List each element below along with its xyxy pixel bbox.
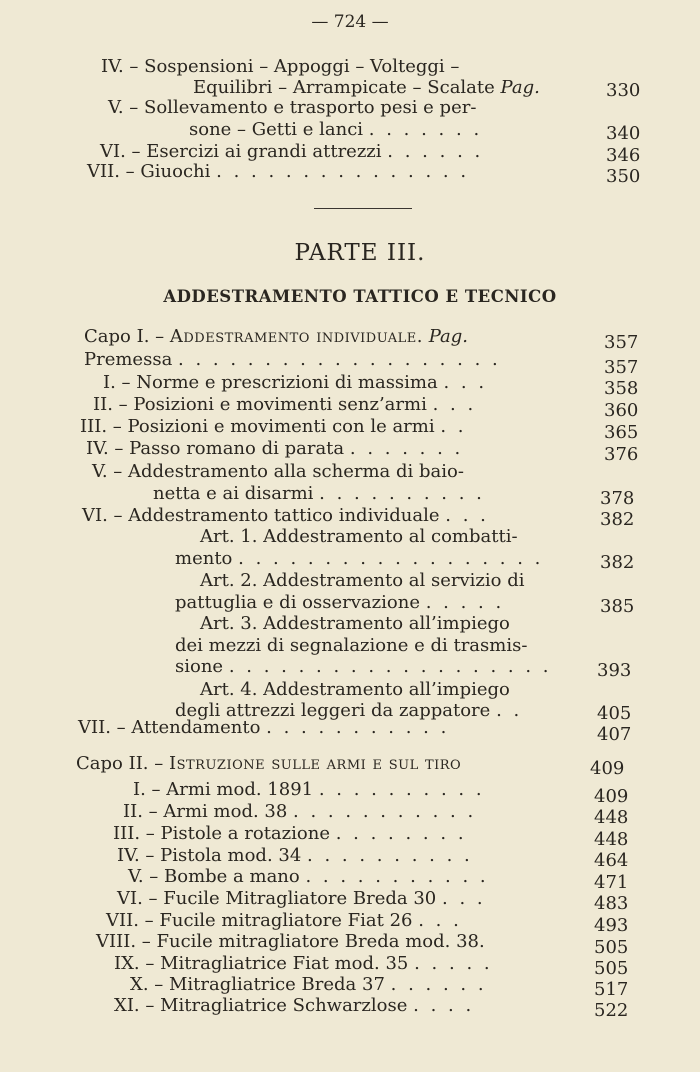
toc-line: VII. – Giuochi . . . . . . . . . . . . . . . [87, 161, 470, 182]
toc-line: pattuglia e di osservazione . . . . . [175, 592, 505, 613]
page-number: — 724 — [311, 12, 389, 32]
toc-line: VI. – Fucile Mitragliatore Breda 30 . . . [117, 888, 486, 909]
toc-line: III. – Posizioni e movimenti con le armi . . [80, 416, 467, 437]
toc-line: VII. – Attendamento . . . . . . . . . . . [78, 717, 450, 738]
toc-page-number: 365 [604, 422, 639, 443]
toc-page-number: 505 [594, 958, 629, 979]
section-divider [314, 208, 412, 209]
toc-page-number: 448 [594, 829, 629, 850]
toc-line: V. – Addestramento alla scherma di baio- [92, 461, 464, 482]
toc-page-number: 376 [604, 444, 639, 465]
toc-page-number: 464 [594, 850, 629, 871]
toc-page-number: 409 [594, 786, 629, 807]
toc-page-number: 346 [606, 145, 641, 166]
toc-line: II. – Posizioni e movimenti senz’armi . . . [93, 394, 477, 415]
toc-page-number: 360 [604, 400, 639, 421]
toc-line: sone – Getti e lanci . . . . . . . [189, 119, 483, 140]
toc-line: XI. – Mitragliatrice Schwarzlose . . . . [114, 995, 475, 1016]
toc-page-number: 471 [594, 872, 629, 893]
toc-page-number: 448 [594, 807, 629, 828]
toc-page-number: 350 [606, 166, 641, 187]
toc-line: Art. 4. Addestramento all’impiego [200, 679, 510, 700]
toc-page-number: 409 [590, 758, 625, 779]
chapter-heading: Capo II. – Istruzione sulle armi e sul tiro [76, 753, 462, 774]
toc-line: netta e ai disarmi . . . . . . . . . . [153, 483, 485, 504]
toc-line: IV. – Sospensioni – Appoggi – Volteggi – [101, 56, 460, 77]
toc-page-number: 522 [594, 1000, 629, 1021]
part-subtitle: ADDESTRAMENTO TATTICO E TECNICO [163, 287, 557, 306]
toc-page-number: 393 [597, 660, 632, 681]
toc-page-number: 382 [600, 552, 635, 573]
toc-line: II. – Armi mod. 38 . . . . . . . . . . . [123, 801, 477, 822]
toc-page-number: 517 [594, 979, 629, 1000]
toc-page-number: 357 [604, 332, 639, 353]
toc-line: Art. 3. Addestramento all’impiego [200, 613, 510, 634]
chapter-heading: Capo I. – Addestramento individuale. Pag. [84, 326, 469, 347]
toc-line: IV. – Passo romano di parata . . . . . . . [86, 438, 464, 459]
toc-line: I. – Norme e prescrizioni di massima . . . [103, 372, 488, 393]
toc-line: IX. – Mitragliatrice Fiat mod. 35 . . . . . [114, 953, 493, 974]
toc-page-number: 405 [597, 703, 632, 724]
toc-line: X. – Mitragliatrice Breda 37 . . . . . . [130, 974, 487, 995]
toc-line: IV. – Pistola mod. 34 . . . . . . . . . . [117, 845, 473, 866]
toc-line: dei mezzi di segnalazione e di trasmis- [175, 635, 528, 656]
toc-line: VI. – Esercizi ai grandi attrezzi . . . . . . [100, 141, 484, 162]
toc-page-number: 483 [594, 893, 629, 914]
toc-page-number: 385 [600, 596, 635, 617]
toc-line: Premessa . . . . . . . . . . . . . . . . . . . [84, 349, 501, 370]
toc-page-number: 340 [606, 123, 641, 144]
toc-page-number: 493 [594, 915, 629, 936]
toc-page-number: 505 [594, 937, 629, 958]
part-title: PARTE III. [294, 240, 426, 266]
toc-line: sione . . . . . . . . . . . . . . . . . . . [175, 656, 552, 677]
toc-line: III. – Pistole a rotazione . . . . . . . . [113, 823, 467, 844]
toc-line: Equilibri – Arrampicate – Scalate Pag. [193, 77, 540, 98]
toc-page-number: 357 [604, 357, 639, 378]
toc-line: V. – Sollevamento e trasporto pesi e per- [108, 97, 477, 118]
toc-page-number: 358 [604, 378, 639, 399]
toc-page-number: 378 [600, 488, 635, 509]
toc-line: V. – Bombe a mano . . . . . . . . . . . [128, 866, 489, 887]
toc-line: I. – Armi mod. 1891 . . . . . . . . . . [133, 779, 485, 800]
toc-line: VIII. – Fucile mitragliatore Breda mod. 38. [96, 931, 485, 952]
toc-line: degli attrezzi leggeri da zappatore . . [175, 700, 523, 721]
toc-line: Art. 2. Addestramento al servizio di [200, 570, 525, 591]
toc-line: mento . . . . . . . . . . . . . . . . . . [175, 548, 544, 569]
toc-page-number: 382 [600, 509, 635, 530]
toc-page-number: 407 [597, 724, 632, 745]
toc-page-number: 330 [606, 80, 641, 101]
toc-line: VII. – Fucile mitragliatore Fiat 26 . . . [106, 910, 462, 931]
toc-line: VI. – Addestramento tattico individuale . . . [82, 505, 489, 526]
toc-line: Art. 1. Addestramento al combatti- [200, 526, 518, 547]
